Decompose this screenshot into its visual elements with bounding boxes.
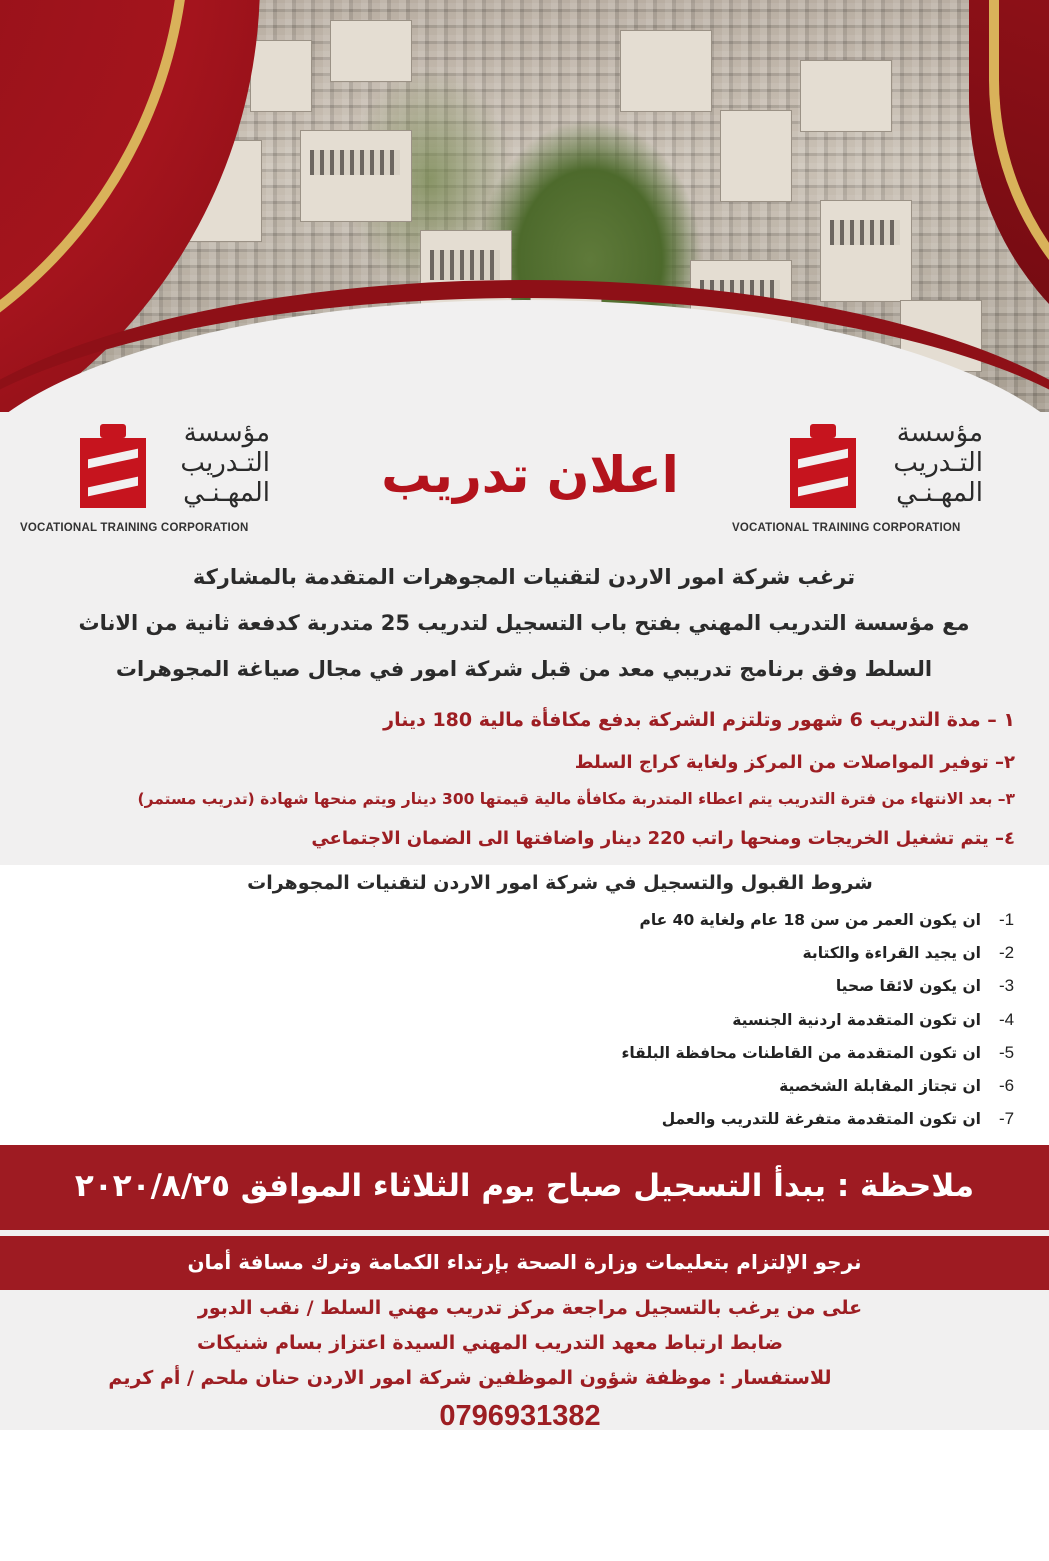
contact-line: للاستفسار : موظفة شؤون الموظفين شركة امور الاردن حنان ملحم / أم كريم — [108, 1367, 832, 1389]
condition-number: -1 — [999, 910, 1015, 929]
condition-number: -3 — [999, 976, 1015, 995]
benefit-item: ١ – مدة التدريب 6 شهور وتلتزم الشركة بدفع مكافأة مالية 180 دينار — [383, 709, 1015, 731]
registration-note: ملاحظة : يبدأ التسجيل صباح يوم الثلاثاء الموافق ٢٠٢٠/٨/٢٥ — [74, 1168, 975, 1204]
intro-line: السلط وفق برنامج تدريبي معد من قبل شركة امور في مجال صياغة المجوهرات — [115, 657, 933, 681]
condition-number: -7 — [999, 1109, 1015, 1128]
condition-text: ان تكون المتقدمة اردنية الجنسية — [732, 1011, 981, 1029]
conditions-title: شروط القبول والتسجيل في شركة امور الاردن لتقنيات المجوهرات — [247, 872, 873, 894]
benefit-item: ٢– توفير المواصلات من المركز ولغاية كراج السلط — [574, 752, 1015, 773]
vtc-logo-english-name: VOCATIONAL TRAINING CORPORATION — [732, 522, 961, 534]
phone-number: 0796931382 — [439, 1400, 601, 1427]
city-photo — [0, 0, 1049, 412]
condition-text: ان تكون المتقدمة من القاطنات محافظة البلقاء — [621, 1044, 981, 1062]
benefit-item: ٣– بعد الانتهاء من فترة التدريب يتم اعطاء المتدربة مكافأة مالية قيمتها 300 دينار ويتم منحها شهادة (تدريب مستمر) — [137, 790, 1015, 808]
contact-line: على من يرغب بالتسجيل مراجعة مركز تدريب مهني السلط / نقب الدبور — [197, 1297, 863, 1319]
condition-text: ان تكون المتقدمة متفرغة للتدريب والعمل — [661, 1110, 981, 1128]
benefit-item: ٤– يتم تشغيل الخريجات ومنحها راتب 220 دينار واضافتها الى الضمان الاجتماعي — [311, 828, 1015, 849]
vtc-logo-left — [22, 418, 322, 548]
condition-text: ان يجيد القراءة والكتابة — [802, 944, 981, 962]
vtc-logo-right — [732, 418, 1035, 548]
vtc-logo-icon — [790, 424, 856, 508]
health-notice: نرجو الإلتزام بتعليمات وزارة الصحة بإرتداء الكمامة وترك مسافة أمان — [187, 1250, 862, 1274]
intro-line: مع مؤسسة التدريب المهني بفتح باب التسجيل لتدريب 25 متدربة كدفعة ثانية من الاناث — [78, 611, 970, 635]
condition-number: -4 — [999, 1010, 1015, 1029]
intro-line: ترغب شركة امور الاردن لتقنيات المجوهرات المتقدمة بالمشاركة — [192, 565, 856, 589]
condition-text: ان تجتاز المقابلة الشخصية — [779, 1077, 981, 1095]
vtc-logo-arabic-name: مؤسسة التـدريب المهـنـي — [893, 418, 983, 508]
vtc-logo-english-name: VOCATIONAL TRAINING CORPORATION — [20, 522, 249, 534]
vtc-logo-arabic-name: مؤسسة التـدريب المهـنـي — [180, 418, 270, 508]
condition-number: -6 — [999, 1076, 1015, 1095]
condition-text: ان يكون لائقا صحيا — [835, 977, 981, 995]
condition-number: -5 — [999, 1043, 1015, 1062]
vtc-logo-icon — [80, 424, 146, 508]
condition-number: -2 — [999, 943, 1015, 962]
contact-line: ضابط ارتباط معهد التدريب المهني السيدة اعتزاز بسام شنيكات — [196, 1332, 784, 1354]
conditions-section — [0, 865, 1049, 1145]
condition-text: ان يكون العمر من سن 18 عام ولغاية 40 عام — [639, 911, 981, 929]
page-title: اعلان تدريب — [381, 446, 679, 504]
